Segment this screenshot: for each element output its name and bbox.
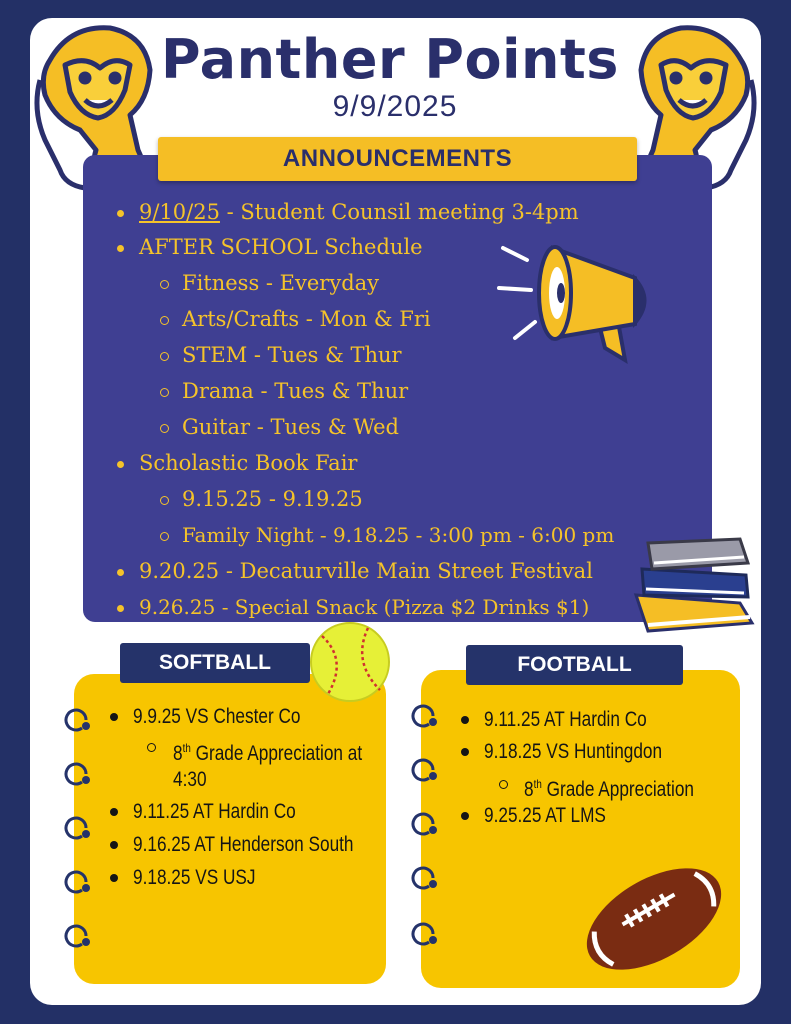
bullet-dot [110,874,118,882]
grade-text: Grade Appreciation at [190,742,363,765]
bullet-ring [499,780,508,789]
spiral-ring-icon [407,702,441,952]
announcement-date-link: 9/10/25 [139,200,220,224]
football-game: 9.11.25 AT Hardin Co [484,708,647,731]
football-game: 9.18.25 VS Huntingdon [484,740,663,763]
softball-game: 9.9.25 VS Chester Co [133,705,301,728]
spiral-ring-icon [60,706,94,956]
announcement-item-5: 9.26.25 - Special Snack (Pizza $2 Drinks $1) [139,595,590,619]
announcement-item-2: AFTER SCHOOL Schedule [139,235,423,259]
bullet-dot [117,461,124,468]
bullet-ring [160,352,169,361]
grade-text: Grade Appreciation [541,778,695,801]
bullet-ring [160,496,169,505]
announcement-item-4: 9.20.25 - Decaturville Main Street Festival [139,559,593,583]
bullet-dot [110,841,118,849]
football-icon [578,858,730,980]
grade-suffix: th [533,777,542,791]
books-icon [630,535,756,637]
bullet-dot [461,748,469,756]
grade-number: 8 [524,778,534,801]
bullet-ring [160,280,169,289]
announcement-text: - Student Counsil meeting 3-4pm [219,200,579,224]
book-fair-item: 9.15.25 - 9.19.25 [182,487,363,511]
bullet-dot [117,210,124,217]
bullet-ring [160,532,169,541]
after-school-item: STEM - Tues & Thur [182,343,402,367]
bullet-dot [461,812,469,820]
softball-sub-item [173,733,362,769]
bullet-dot [110,713,118,721]
softball-sub-time: 4:30 [173,768,207,791]
book-fair-item: Family Night - 9.18.25 - 3:00 pm - 6:00 pm [182,523,615,547]
softball-game: 9.16.25 AT Henderson South [133,833,354,856]
bullet-dot [117,569,124,576]
softball-icon [308,620,392,704]
after-school-item: Arts/Crafts - Mon & Fri [182,307,431,331]
announcement-item-3: Scholastic Book Fair [139,451,358,475]
bullet-ring [147,743,156,752]
softball-heading: SOFTBALL [120,643,310,683]
page-title: Panther Points [161,28,619,91]
softball-game: 9.18.25 VS USJ [133,866,256,889]
football-sub-item [524,769,694,805]
announcement-item-1 [139,199,579,225]
bullet-dot [117,605,124,612]
bullet-dot [461,716,469,724]
bullet-ring [160,388,169,397]
bullet-ring [160,316,169,325]
bullet-ring [160,424,169,433]
megaphone-icon [495,238,665,368]
bullet-dot [110,808,118,816]
after-school-item: Drama - Tues & Thur [182,379,409,403]
grade-number: 8 [173,742,183,765]
grade-suffix: th [182,741,191,755]
football-heading: FOOTBALL [466,645,683,685]
announcements-heading: ANNOUNCEMENTS [158,137,637,181]
bullet-dot [117,245,124,252]
softball-game: 9.11.25 AT Hardin Co [133,800,296,823]
football-game: 9.25.25 AT LMS [484,804,606,827]
after-school-item: Guitar - Tues & Wed [182,415,399,439]
page-date: 9/9/2025 [332,90,458,123]
after-school-item: Fitness - Everyday [182,271,380,295]
